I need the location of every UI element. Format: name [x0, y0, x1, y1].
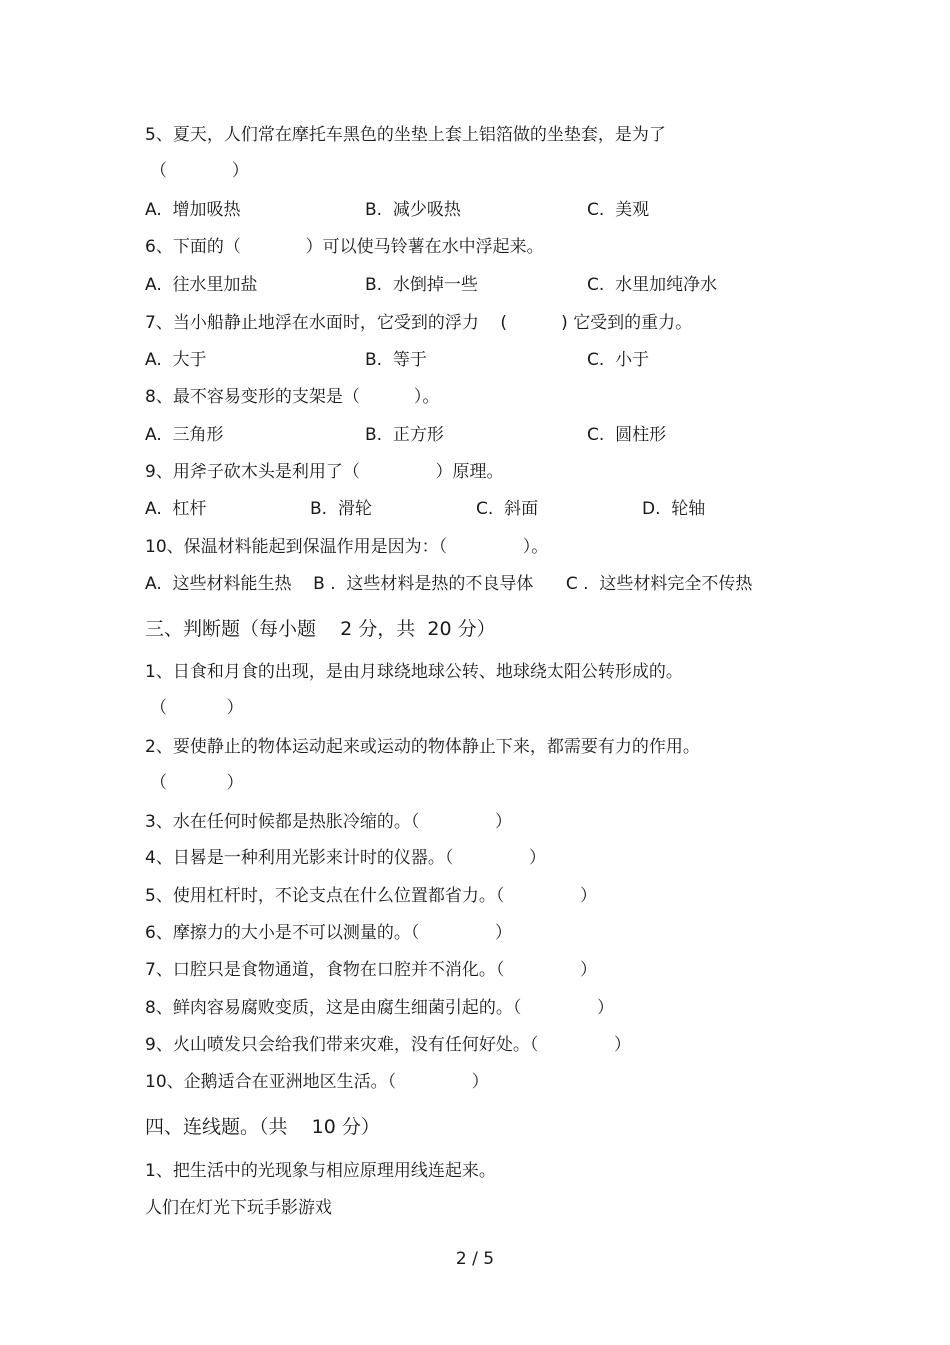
page-number: 2 / 5	[455, 1249, 495, 1269]
question-9-stem: 9、用斧子砍木头是利用了（ ）原理。	[145, 462, 504, 482]
question-5-option-a: A. 增加吸热	[145, 200, 241, 220]
question-9-option-b: B. 滑轮	[310, 499, 372, 519]
question-10-stem: 10、保温材料能起到保温作用是因为：（ ）。	[145, 537, 549, 557]
question-7-stem: 7、当小船静止地浮在水面时，它受到的浮力 ( ) 它受到的重力。	[145, 313, 693, 333]
judgment-item-1: 1、日食和月食的出现，是由月球绕地球公转、地球绕太阳公转形成的。	[145, 662, 683, 682]
judgment-item-7: 7、口腔只是食物通道，食物在口腔并不消化。（ ）	[145, 960, 597, 980]
question-5-option-c: C. 美观	[587, 200, 650, 220]
question-7-option-c: C. 小于	[587, 350, 650, 370]
question-5-answer-paren: （ ）	[150, 161, 249, 181]
question-8-option-a: A. 三角形	[145, 425, 224, 445]
judgment-item-8: 8、鲜肉容易腐败变质，这是由腐生细菌引起的。（ ）	[145, 998, 614, 1018]
question-6-option-c: C. 水里加纯净水	[587, 275, 718, 295]
judgment-item-3: 3、水在任何时候都是热胀冷缩的。（ ）	[145, 812, 512, 832]
question-5-option-b: B. 减少吸热	[365, 200, 461, 220]
judgment-item-9: 9、火山喷发只会给我们带来灾难，没有任何好处。（ ）	[145, 1035, 631, 1055]
question-7-option-a: A. 大于	[145, 350, 207, 370]
matching-question-1: 1、把生活中的光现象与相应原理用线连起来。	[145, 1161, 496, 1181]
judgment-item-4: 4、日晷是一种利用光影来计时的仪器。（ ）	[145, 848, 546, 868]
question-10-options: A. 这些材料能生热 B . 这些材料是热的不良导体 C . 这些材料完全不传热	[145, 574, 753, 594]
question-6-stem: 6、下面的（ ）可以使马铃薯在水中浮起来。	[145, 237, 544, 257]
question-9-option-c: C. 斜面	[476, 499, 539, 519]
question-9-option-a: A. 杠杆	[145, 499, 207, 519]
section-3-heading: 三、判断题（每小题 2 分，共 20 分）	[145, 618, 496, 640]
judgment-item-1-paren: （ ）	[150, 698, 244, 718]
judgment-item-5: 5、使用杠杆时，不论支点在什么位置都省力。（ ）	[145, 886, 597, 906]
judgment-item-10: 10、企鹅适合在亚洲地区生活。（ ）	[145, 1072, 489, 1092]
judgment-item-6: 6、摩擦力的大小是不可以测量的。（ ）	[145, 923, 512, 943]
judgment-item-2: 2、要使静止的物体运动起来或运动的物体静止下来，都需要有力的作用。	[145, 737, 700, 757]
question-9-option-d: D. 轮轴	[642, 499, 706, 519]
question-6-option-a: A. 往水里加盐	[145, 275, 258, 295]
question-5-stem: 5、夏天，人们常在摩托车黑色的坐垫上套上铝箔做的坐垫套，是为了	[145, 125, 666, 145]
question-6-option-b: B. 水倒掉一些	[365, 275, 478, 295]
judgment-item-2-paren: （ ）	[150, 773, 244, 793]
question-8-option-b: B. 正方形	[365, 425, 444, 445]
question-7-option-b: B. 等于	[365, 350, 427, 370]
question-8-stem: 8、最不容易变形的支架是（ ）。	[145, 387, 440, 407]
section-4-heading: 四、连线题。（共 10 分）	[145, 1116, 380, 1138]
question-8-option-c: C. 圆柱形	[587, 425, 667, 445]
matching-item-1: 人们在灯光下玩手影游戏	[145, 1198, 332, 1218]
